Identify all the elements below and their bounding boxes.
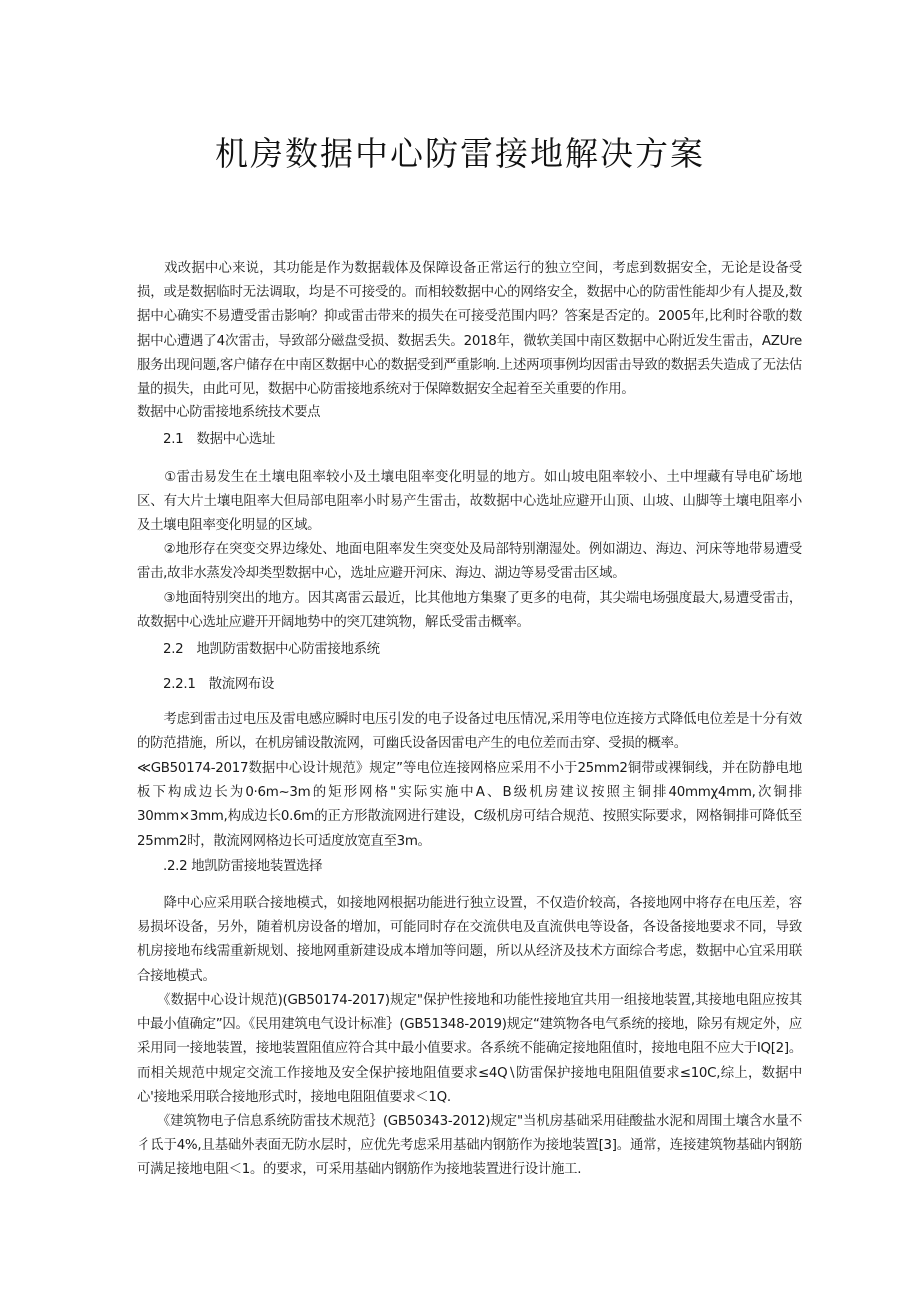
subsection-heading-site: 2.1 数据中心选址 (163, 432, 276, 447)
grounding-paragraph-3: 《建筑物电子信息系统防雷技术规范｝(GB50343-2012)规定"当机房基础采用硅酸盐水泥和周围土壤含水量不彳氐于4%,且基础外表面无防水层时，应优先考虑采用基础内钢筋作为接地装置[3]。通常，连接建筑物基础内钢筋可满足接地电阻＜1。的要求，可采用基础内钢筋作为接地装置进行设计施工. (137, 1114, 802, 1178)
mesh-paragraph-2: ≪GB50174-2017数据中心设计规范》规定”等电位连接网格应采用不小于25mm2铜带或裸铜线，并在防静电地板下构成边长为0·6m~3m的矩形网格"实际实施中A、B级机房建议按照主铜排40mmχ4mm,次铜排30mm×3mm,构成边长0.6m的正方形散流网进行建设，C级机房可结合规范、按照实际要求，网格铜排可降低至25mm2时，散流网网格边长可适度放宽直至3m。 (137, 761, 802, 849)
site-point-3: ③地面特别突出的地方。因其离雷云最近，比其他地方集聚了更多的电荷，其尖端电场强度最大,易遭受雷击，故数据中心选址应避开开阔地势中的突兀建筑物，解氐受雷击概率。 (137, 591, 802, 631)
subsection-heading-grounding: .2.2 地凯防雷接地装置选择 (163, 859, 323, 874)
grounding-paragraph-2: 《数据中心设计规范)(GB50174-2017)规定"保护性接地和功能性接地宜共用一组接地装置,其接地电阻应按其中最小值确定”囚。《民用建筑电气设计标准｝(GB51348-2019)规定“建筑物各电气系统的接地，除另有规定外，应采用同一接地装置，接地装置阻值应符合其中最小值要求。各系统不能确定接地阻值时，接地电阻不应大于IQ[2]。而相关规范中规定交流工作接地及安全保护接地阻值要求≤4Q∖防雷保护接地电阻阻值要求≤10C,综上，数据中心'接地采用联合接地形式时，接地电阻阻值要求＜1Q. (137, 993, 802, 1105)
section-heading: 数据中心防雷接地系统技术要点 (137, 405, 321, 420)
grounding-paragraph-1: 降中心应采用联合接地模式，如接地网根据功能进行独立设置，不仅造价较高，各接地网中将存在电压差，容易损坏设备，另外，随着机房设备的增加，可能同时存在交流供电及直流供电等设备，各设备接地要求不同，导致机房接地布线需重新规划、接地网重新建设成本增加等问题，所以从经济及技术方面综合考虑，数据中心宜采用联合接地模式。 (137, 896, 802, 984)
subsection-heading-mesh: 2.2.1 散流网布设 (163, 677, 275, 692)
site-point-1: ①雷击易发生在土壤电阻率较小及土壤电阻率变化明显的地方。如山坡电阻率较小、土中埋藏有导电矿场地区、有大片土壤电阻率大但局部电阻率小时易产生雷击，故数据中心选址应避开山顶、山坡、山脚等土壤电阻率小及土壤电阻率变化明显的区域。 (137, 470, 802, 534)
subsection-heading-system: 2.2 地凯防雷数据中心防雷接地系统 (163, 642, 380, 657)
intro-paragraph: 戏改据中心来说，其功能是作为数据载体及保障设备正常运行的独立空间，考虑到数据安全，无论是设备受损，或是数据临时无法调取，均是不可接受的。而相较数据中心的网络安全，数据中心的防雷性能却少有人提及,数据中心确实不易遭受雷击影响？抑或雷击带来的损失在可接受范围内吗？答案是否定的。2005年,比利时谷歌的数据中心遭遇了4次雷击，导致部分磁盘受损、数据丢失。2018年，微软美国中南区数据中心附近发生雷击，AZUre服务出现问题,客户储存在中南区数据中心的数据受到严重影响.上述两项事例均因雷击导致的数据丢失造成了无法估量的损失，由此可见，数据中心防雷接地系统对于保障数据安全起着至关重要的作用。 (137, 261, 802, 398)
page-title: 机房数据中心防雷接地解决方案 (215, 134, 705, 173)
mesh-paragraph-1: 考虑到雷击过电压及雷电感应瞬时电压引发的电子设备过电压情况,采用等电位连接方式降低电位差是十分有效的防范措施，所以，在机房铺设散流网，可幽氏设备因雷电产生的电位差而击穿、受损的概率。 (137, 712, 802, 752)
site-point-2: ②地形存在突变交界边缘处、地面电阻率发生突变处及局部特别潮湿处。例如湖边、海边、河床等地带易遭受雷击,故非水蒸发冷却类型数据中心，选址应避开河床、海边、湖边等易受雷击区域。 (137, 542, 802, 582)
